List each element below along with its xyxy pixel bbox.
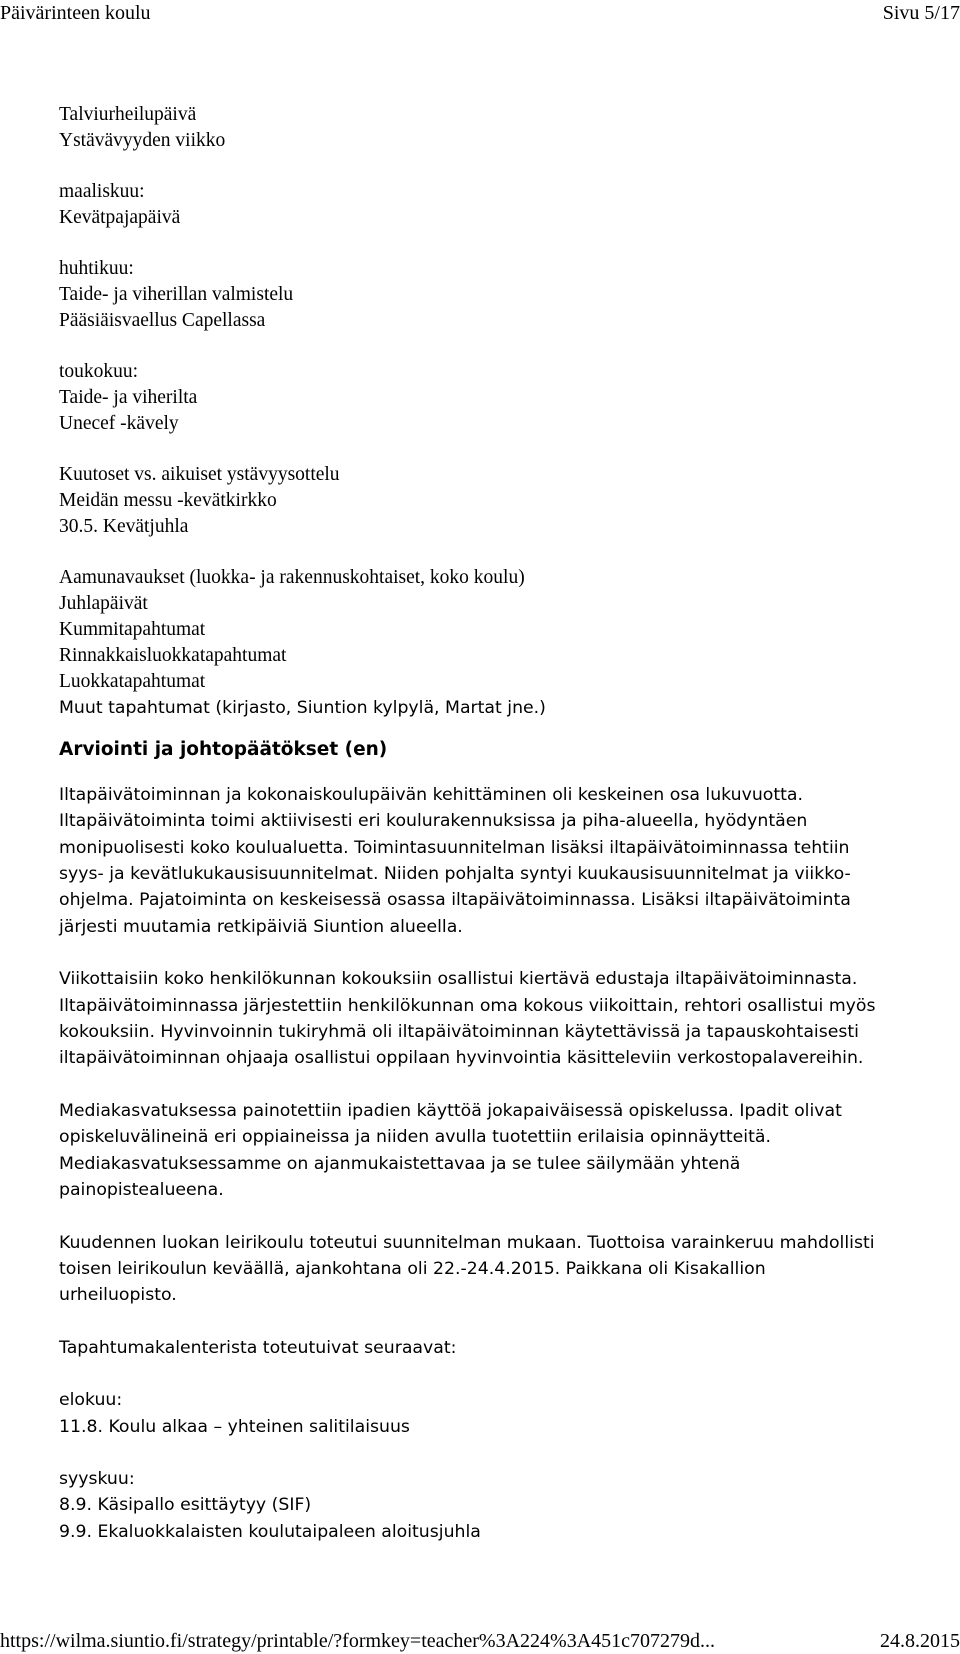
list-item: Kuutoset vs. aikuiset ystävyysottelu	[59, 464, 340, 485]
section-heading: Arviointi ja johtopäätökset (en)	[59, 739, 388, 761]
paragraph-line: Tapahtumakalenterista toteutuivat seuraavat:	[59, 1337, 457, 1358]
paragraph-line: Kuudennen luokan leirikoulu toteutui suunnitelman mukaan. Tuottoisa varainkeruu mahdollisti	[59, 1232, 875, 1253]
paragraph-line: Mediakasvatuksessamme on ajanmukaistettavaa ja se tulee säilymään yhtenä	[59, 1153, 741, 1174]
month-label: huhtikuu:	[59, 258, 134, 279]
list-item: Meidän messu -kevätkirkko	[59, 490, 277, 511]
header-school-name: Päivärinteen koulu	[0, 2, 151, 24]
page-footer	[0, 1629, 960, 1653]
paragraph-line: urheiluopisto.	[59, 1285, 177, 1306]
list-item: Luokkatapahtumat	[59, 671, 206, 692]
event-list-may	[59, 359, 949, 437]
event-list-april	[59, 256, 949, 334]
event-list-september	[59, 1466, 949, 1545]
paragraph-line: Viikottaisiin koko henkilökunnan kokouksiin osallistui kiertävä edustaja iltapäivätoiminnasta.	[59, 969, 858, 990]
month-label: elokuu:	[59, 1390, 123, 1411]
event-list-winter	[59, 102, 949, 154]
list-item: 30.5. Kevätjuhla	[59, 516, 189, 537]
paragraph-line: Iltapäivätoiminta toimi aktiivisesti eri koulurakennuksissa ja piha-alueella, hyödyntäen	[59, 811, 808, 832]
document-body	[59, 102, 949, 1571]
event-list-general	[59, 565, 949, 695]
paragraph-line: painopistealueena.	[59, 1180, 224, 1201]
list-item: 9.9. Ekaluokkalaisten koulutaipaleen aloitusjuhla	[59, 1521, 481, 1542]
list-item: Kummitapahtumat	[59, 619, 206, 640]
list-item: 8.9. Käsipallo esittäytyy (SIF)	[59, 1495, 312, 1516]
list-item: Muut tapahtumat (kirjasto, Siuntion kylpylä, Martat jne.)	[59, 698, 546, 718]
other-events-line	[59, 695, 949, 721]
page-header	[0, 1, 960, 25]
list-item: Talviurheilupäivä	[59, 104, 197, 125]
month-label: maaliskuu:	[59, 181, 145, 202]
event-list-march	[59, 179, 949, 231]
paragraph-media-education	[59, 1098, 949, 1204]
list-item: Rinnakkaisluokkatapahtumat	[59, 645, 287, 666]
header-page-number: Sivu 5/17	[882, 2, 960, 24]
list-item: Taide- ja viherillan valmistelu	[59, 284, 294, 305]
paragraph-line: toisen leirikoulun keväällä, ajankohtana oli 22.-24.4.2015. Paikkana oli Kisakallion	[59, 1258, 766, 1279]
list-item: Juhlapäivät	[59, 593, 148, 614]
paragraph-line: ohjelma. Pajatoiminta on keskeisessä osassa iltapäivätoiminnassa. Lisäksi iltapäivätoiminta	[59, 890, 851, 911]
paragraph-camp-school	[59, 1230, 949, 1309]
paragraph-line: opiskeluvälineinä eri oppiaineissa ja niiden avulla tuotettiin erilaisia opinnäytteitä.	[59, 1127, 771, 1148]
event-list-august	[59, 1387, 949, 1440]
list-item: Kevätpajapäivä	[59, 207, 181, 228]
paragraph-staff-meetings	[59, 966, 949, 1072]
paragraph-line: iltapäivätoiminnan ohjaaja osallistui oppilaan hyvinvointia käsitteleviin verkostopalavereihin.	[59, 1048, 864, 1069]
paragraph-line: järjesti muutamia retkipäiviä Siuntion alueella.	[59, 916, 463, 937]
list-item: Taide- ja viherilta	[59, 387, 198, 408]
paragraph-line: Mediakasvatuksessa painotettiin ipadien käyttöä jokapaiväisessä opiskelussa. Ipadit olivat	[59, 1100, 842, 1121]
list-item: Pääsiäisvaellus Capellassa	[59, 310, 266, 331]
list-item: Ystävävyyden viikko	[59, 130, 226, 151]
paragraph-calendar-intro	[59, 1335, 949, 1361]
paragraph-afternoon-activity	[59, 782, 949, 940]
footer-date: 24.8.2015	[880, 1630, 960, 1652]
paragraph-line: kokouksiin. Hyvinvoinnin tukiryhmä oli iltapäivätoiminnan käytettävissä ja tapauskohtaisesti	[59, 1022, 859, 1043]
paragraph-line: monipuolisesti koko koulualuetta. Toimintasuunnitelman lisäksi iltapäivätoiminnassa tehtiin	[59, 837, 850, 858]
paragraph-line: syys- ja kevätlukukausisuunnitelmat. Niiden pohjalta syntyi kuukausisuunnitelmat ja viikko-	[59, 864, 851, 885]
list-item: 11.8. Koulu alkaa – yhteinen salitilaisuus	[59, 1416, 410, 1437]
paragraph-line: Iltapäivätoiminnan ja kokonaiskoulupäivän kehittäminen oli keskeinen osa lukuvuotta.	[59, 784, 803, 805]
event-list-spring-end	[59, 462, 949, 540]
month-label: syyskuu:	[59, 1468, 135, 1489]
list-item: Unecef -kävely	[59, 413, 179, 434]
month-label: toukokuu:	[59, 361, 139, 382]
list-item: Aamunavaukset (luokka- ja rakennuskohtaiset, koko koulu)	[59, 567, 525, 588]
paragraph-line: Iltapäivätoiminnassa järjestettiin henkilökunnan oma kokous viikoittain, rehtori osallistui myös	[59, 995, 876, 1016]
footer-url: https://wilma.siuntio.fi/strategy/printable/?formkey=teacher%3A224%3A451c707279d...	[0, 1630, 716, 1652]
